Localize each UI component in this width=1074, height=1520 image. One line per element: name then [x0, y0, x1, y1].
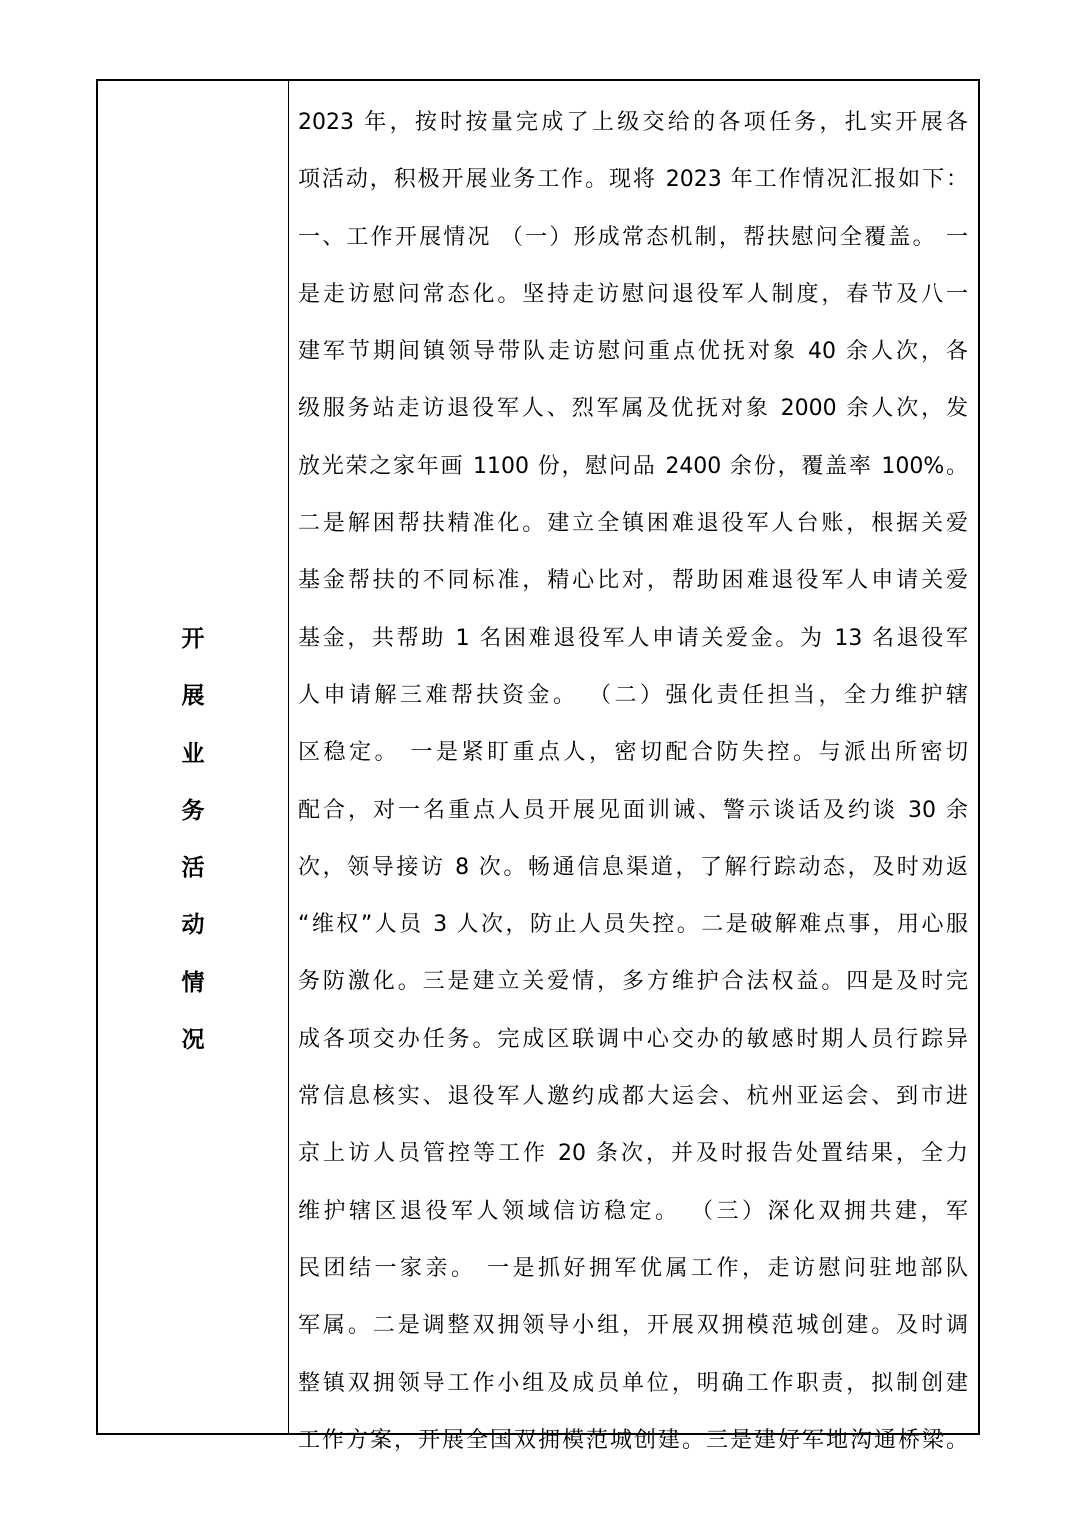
section-label-cell: [98, 81, 289, 1433]
content-line: 军属。二是调整双拥领导小组，开展双拥模范城创建。及时调: [298, 1313, 968, 1339]
section-label-char: 动: [181, 912, 205, 939]
content-line: 基金帮扶的不同标准，精心比对，帮助困难退役军人申请关爱: [298, 568, 968, 594]
section-label-char: 情: [181, 969, 205, 996]
content-line: 放光荣之家年画 1100 份，慰问品 2400 余份，覆盖率 100%。: [298, 453, 968, 479]
section-label-char: 业: [181, 740, 205, 767]
content-line: 级服务站走访退役军人、烈军属及优抚对象 2000 余人次，发: [298, 396, 968, 422]
content-line: 人申请解三难帮扶资金。 （二）强化责任担当，全力维护辖: [298, 682, 968, 708]
content-line: 一、工作开展情况 （一）形成常态机制，帮扶慰问全覆盖。 一: [298, 224, 968, 250]
content-line: 成各项交办任务。完成区联调中心交办的敏感时期人员行踪异: [298, 1026, 968, 1052]
content-line: 项活动，积极开展业务工作。现将 2023 年工作情况汇报如下：: [298, 167, 968, 193]
content-line: 次，领导接访 8 次。畅通信息渠道，了解行踪动态，及时劝返: [298, 854, 968, 880]
content-line: 基金，共帮助 1 名困难退役军人申请关爱金。为 13 名退役军: [298, 625, 968, 651]
content-line: 是走访慰问常态化。坚持走访慰问退役军人制度，春节及八一: [298, 281, 968, 307]
section-label-char: 展: [181, 683, 205, 710]
content-line: 二是解困帮扶精准化。建立全镇困难退役军人台账，根据关爱: [298, 511, 968, 537]
content-line: 京上访人员管控等工作 20 条次，并及时报告处置结果，全力: [298, 1141, 968, 1167]
section-label-char: 活: [181, 855, 205, 882]
content-line: 民团结一家亲。 一是抓好拥军优属工作，走访慰问驻地部队: [298, 1255, 968, 1281]
section-label-char: 务: [181, 797, 205, 824]
content-line: 维护辖区退役军人领域信访稳定。 （三）深化双拥共建，军: [298, 1198, 968, 1224]
content-line: 配合，对一名重点人员开展见面训诫、警示谈话及约谈 30 余: [298, 797, 968, 823]
section-label-char: 开: [181, 626, 205, 652]
content-line: 建军节期间镇领导带队走访慰问重点优抚对象 40 余人次，各: [298, 339, 968, 365]
content-line: 务防激化。三是建立关爱情，多方维护合法权益。四是及时完: [298, 969, 968, 995]
content-cell: [289, 81, 978, 1453]
content-line: 区稳定。 一是紧盯重点人，密切配合防失控。与派出所密切: [298, 740, 968, 766]
content-line: “维权”人员 3 人次，防止人员失控。二是破解难点事，用心服: [298, 912, 968, 938]
report-table: [96, 79, 980, 1453]
content-line: 常信息核实、退役军人邀约成都大运会、杭州亚运会、到市进: [298, 1084, 968, 1110]
content-line: 2023 年，按时按量完成了上级交给的各项任务，扎实开展各: [298, 110, 968, 135]
section-label-char: 况: [181, 1027, 205, 1054]
section-label: [98, 611, 288, 1069]
content-line: 整镇双拥领导工作小组及成员单位，明确工作职责，拟制创建: [298, 1370, 968, 1396]
content-line: 工作方案，开展全国双拥模范城创建。三是建好军地沟通桥梁。: [298, 1427, 968, 1453]
